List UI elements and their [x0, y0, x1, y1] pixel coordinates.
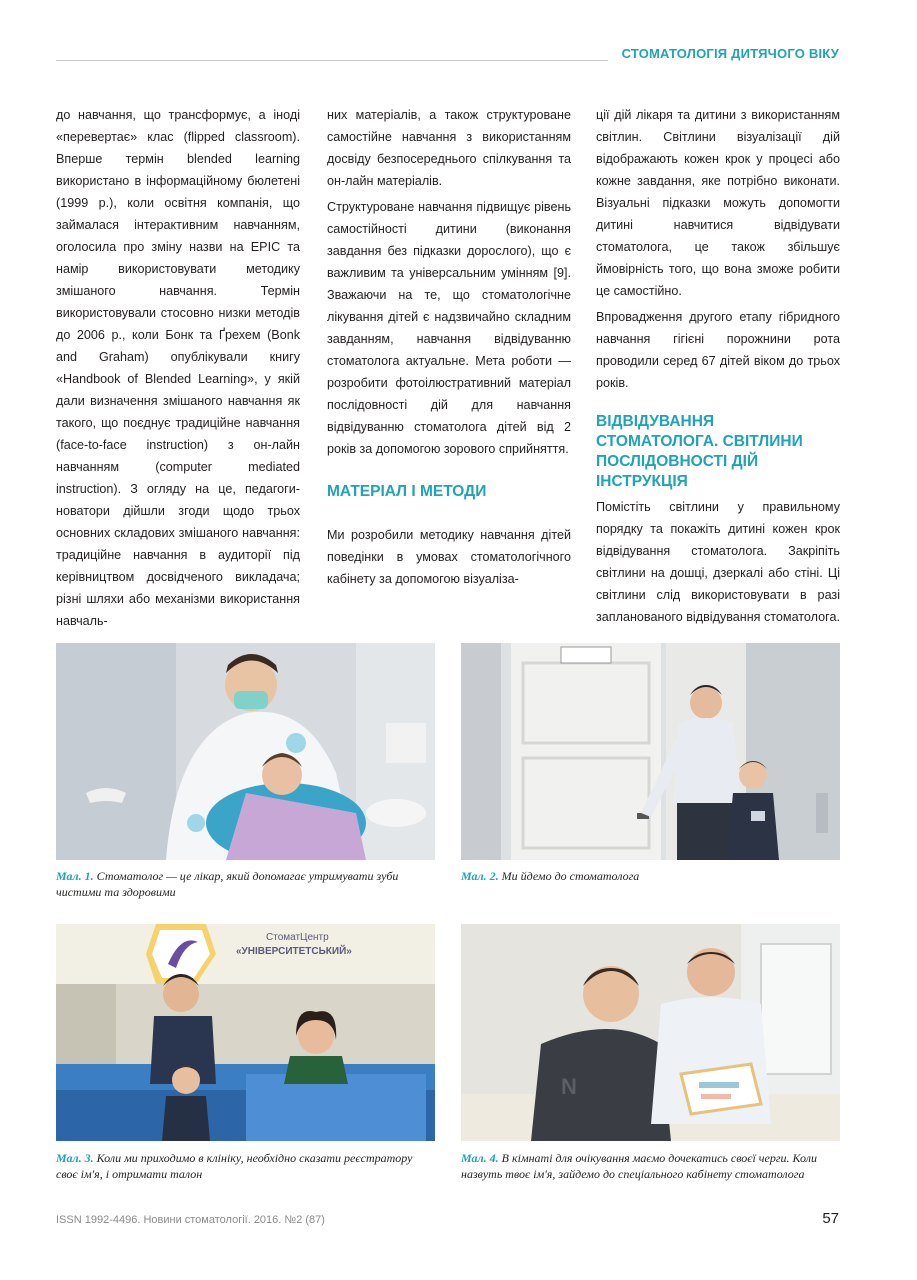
figure-4-caption	[461, 1150, 841, 1182]
figure-4-photo	[461, 924, 840, 1141]
paragraph: Помістіть світлини у правильному порядку та покажіть дитині кожен крок відвідування стоматолога. Закріпіть світлини на дошці, дзеркалі або стіні. Ці світлини слід використовувати в разі запланованого відвідування стоматолога.	[596, 500, 840, 624]
paragraph: Структуроване навчання підвищує рівень самостійності дитини (виконання завдання без підказки дорослого), що є важливим та універсальним умінням [9]. Зважаючи на те, що стоматологічне лікування дітей є надзвичайно складним завданням, навчання відвідуванню стоматолога актуальне. Мета роботи — розробити фотоілюстративний матеріал послідовності дій для навчання відвідуванню стоматолога дітей від 2 років за допомогою зорового сприйняття.	[327, 200, 571, 456]
page-number: 57	[822, 1210, 839, 1227]
figure-3-caption-text: Коли ми приходимо в клініку, необхідно сказати реєстратору своє ім'я, і отримати талон	[56, 1151, 413, 1181]
figure-1-caption	[56, 868, 436, 900]
text-column-2	[327, 104, 571, 590]
clinic-sign-name: СтоматЦентр	[266, 932, 329, 943]
figure-2-caption	[461, 868, 841, 884]
header-rule	[56, 60, 608, 61]
figure-2-label: Мал. 2.	[461, 869, 499, 883]
figure-1-label: Мал. 1.	[56, 869, 94, 883]
figure-2-caption-text: Ми йдемо до стоматолога	[501, 869, 640, 883]
text-column-3	[596, 104, 840, 628]
section-heading-materials-methods: МАТЕРІАЛ І МЕТОДИ	[327, 483, 487, 500]
svg-text:N: N	[561, 1074, 577, 1099]
paragraph: Ми розробили методику навчання дітей поведінки в умовах стоматологічного кабінету за допомогою візуаліза-	[327, 528, 571, 586]
text-column-1	[56, 104, 300, 632]
figure-1-photo	[56, 643, 435, 860]
figure-3-caption	[56, 1150, 436, 1182]
paragraph: Впровадження другого етапу гібридного навчання гігієні порожнини рота проводили серед 67 дітей віком до трьох років.	[596, 310, 840, 390]
figure-3-photo	[56, 924, 435, 1141]
paragraph: ції дій лікаря та дитини з використанням світлин. Світлини візуалізації дій відображають кожен крок у процесі або кожне завдання, яке потрібно виконати. Візуальні підказки можуть допомогти дитині навчитися відвідувати стоматолога, це також збільшує ймовірність того, що вона зможе робити це самостійно.	[596, 108, 840, 298]
figure-4-label: Мал. 4.	[461, 1151, 499, 1165]
journal-footer: ISSN 1992-4496. Новини стоматології. 2016. №2 (87)	[56, 1214, 325, 1226]
paragraph: них матеріалів, а також структуроване самостійне навчання з використанням досвіду безпосереднього спілкування та он-лайн матеріалів.	[327, 108, 571, 188]
figure-2-photo	[461, 643, 840, 860]
figure-1-caption-text: Стоматолог — це лікар, який допомагає утримувати зуби чистими та здоровими	[56, 869, 399, 899]
running-title: СТОМАТОЛОГІЯ ДИТЯЧОГО ВІКУ	[621, 46, 839, 61]
paragraph: до навчання, що трансформує, а іноді «перевертає» клас (flipped classroom). Вперше термін blended learning використано в інформаційному бюлетені (1999 р.), коли освітня компанія, що займалася інтерактивним навчанням, оголосила про зміну назви на EPIC та намір використовувати методику змішаного навчання. Термін використовували стосовно низки методів до 2006 р., коли Бонк та Ґрехем (Bonk and Graham) опублікували книгу «Handbook of Blended Learning», у якій дали визначення змішаного навчання як такого, що поєднує традиційне навчання (face-to-face instruction) з он-лайн навчанням (computer mediated instruction). З огляду на це, педагоги-новатори дійшли згоди щодо трьох основних складових змішаного навчання: традиційне навчання в аудиторії під керівництвом досвідченого викладача; різні шляхи або механізми використання навчаль-	[56, 108, 300, 628]
figure-3-label: Мал. 3.	[56, 1151, 94, 1165]
section-heading-dentist-visit: ВІДВІДУВАННЯ СТОМАТОЛОГА. СВІТЛИНИ ПОСЛІДОВНОСТІ ДІЙ ІНСТРУКЦІЯ	[596, 413, 803, 490]
clinic-sign-subtitle: «УНІВЕРСИТЕТСЬКИЙ»	[236, 946, 352, 957]
figure-4-caption-text: В кімнаті для очікування маємо дочекатись своєї черги. Коли назвуть твоє ім'я, зайдемо до спеціального кабінету стоматолога	[461, 1151, 817, 1181]
